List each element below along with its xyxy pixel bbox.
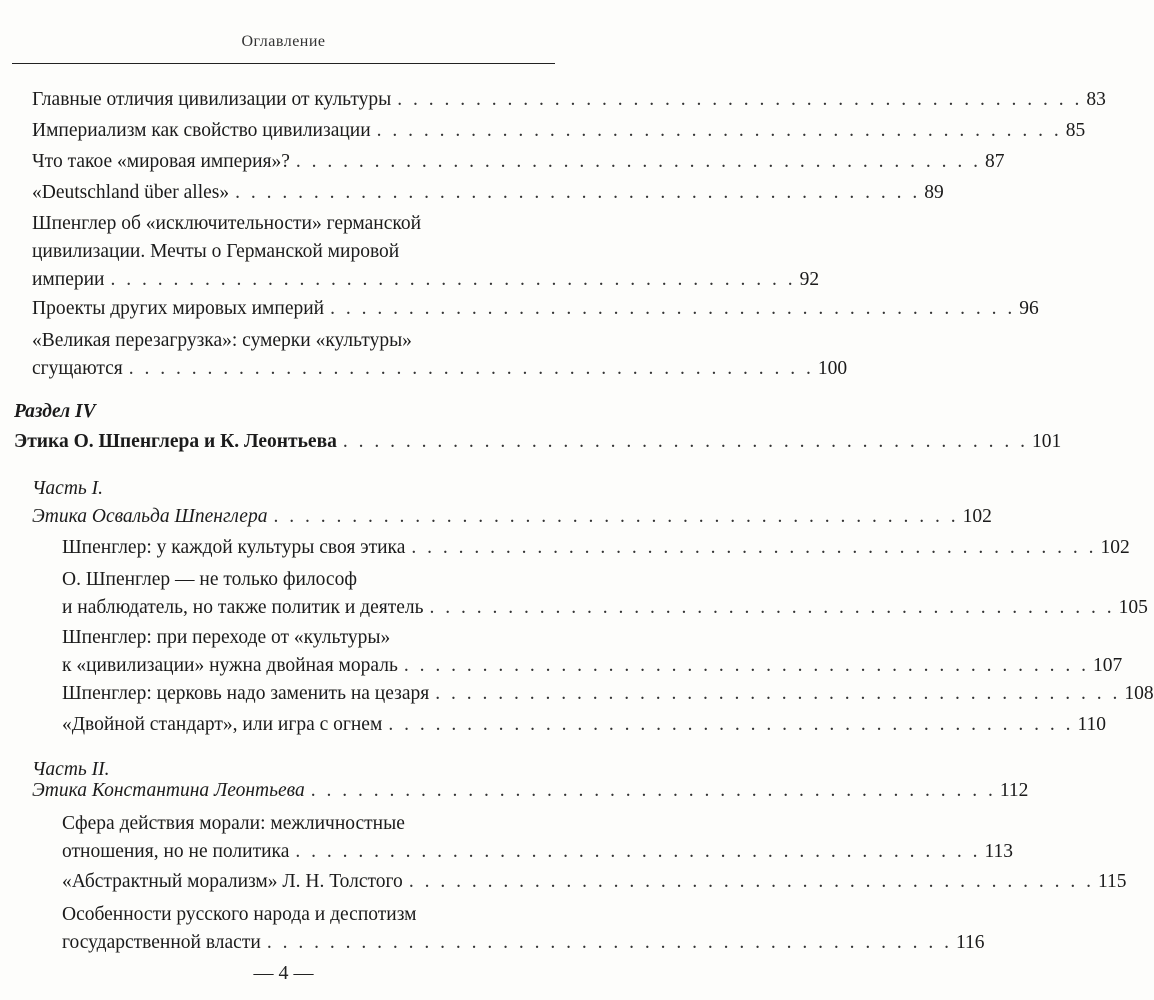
toc-page-number: 110 — [1077, 714, 1106, 735]
toc-entry-title-line: Особенности русского народа и деспотизм — [62, 904, 417, 925]
toc-entry[interactable] — [62, 868, 1127, 896]
toc-entry[interactable] — [62, 810, 1014, 866]
toc-entry[interactable] — [62, 711, 1106, 739]
toc-entry-title: Главные отличия цивилизации от культуры — [32, 89, 392, 110]
toc-entry[interactable] — [32, 86, 1106, 114]
toc-entry-title: «Абстрактный морализм» Л. Н. Толстого — [62, 871, 403, 892]
leader-dots: . . . . . . . . . . . . . . . . . . . . . . . . . . . . . . . . . . . . . . . . . . . . — [110, 269, 796, 290]
toc-entry-part[interactable] — [32, 503, 992, 531]
toc-entry-title: Шпенглер: церковь надо заменить на цезаря — [62, 683, 430, 704]
toc-page-number: 113 — [984, 841, 1014, 862]
toc-page-number: 112 — [999, 780, 1029, 801]
section-label-text: Раздел IV — [14, 401, 96, 422]
leader-dots: . . . . . . . . . . . . . . . . . . . . . . . . . . . . . . . . . . . . . . . . . . . . — [295, 841, 981, 862]
toc-page-number: 102 — [962, 506, 992, 527]
toc-entry-title-line: отношения, но не политика — [62, 841, 290, 862]
toc-entry[interactable] — [32, 210, 820, 294]
toc-entry[interactable] — [62, 566, 1148, 622]
part-title: Этика Константина Леонтьева — [32, 780, 305, 801]
part-label-text: Часть I. — [32, 478, 104, 499]
toc-page-number: 115 — [1097, 871, 1127, 892]
leader-dots: . . . . . . . . . . . . . . . . . . . . . . . . . . . . . . . . . . . . . . . . . . . . — [295, 151, 982, 172]
leader-dots: . . . . . . . . . . . . . . . . . . . . . . . . . . . . . . . . . . . . . . . . . . . . — [235, 182, 921, 203]
toc-page-number: 89 — [924, 182, 944, 203]
leader-dots: . . . . . . . . . . . . . . . . . . . . . . . . . . . . . . . . . . . . . . . . . . . . — [411, 537, 1097, 558]
toc-entry-title-line: Шпенглер: при переходе от «культуры» — [62, 627, 391, 648]
part-label-text: Часть II. — [32, 759, 110, 780]
toc-page-number: 83 — [1086, 89, 1106, 110]
toc-entry-title-line: империи — [32, 269, 105, 290]
toc-page-number: 87 — [985, 151, 1005, 172]
toc-entry[interactable] — [62, 624, 1123, 680]
toc-entry-section[interactable] — [14, 428, 1062, 456]
toc-entry-title: Шпенглер: у каждой культуры своя этика — [62, 537, 406, 558]
leader-dots: . . . . . . . . . . . . . . . . . . . . . . . . . . . . . . . . . . . . . . . . . . . . — [397, 89, 1083, 110]
toc-page-number: 105 — [1118, 597, 1148, 618]
leader-dots: . . . . . . . . . . . . . . . . . . . . . . . . . . . . . . . . . . . . . . . . . . . . — [330, 298, 1016, 319]
toc-entry-title: «Двойной стандарт», или игра с огнем — [62, 714, 383, 735]
toc-page-number: 101 — [1031, 431, 1062, 452]
header-rule — [12, 63, 555, 64]
toc-entry-title: Проекты других мировых империй — [32, 298, 325, 319]
toc-entry[interactable] — [32, 295, 1039, 323]
toc-page-number: 108 — [1124, 683, 1154, 704]
part-title: Этика Освальда Шпенглера — [32, 506, 268, 527]
leader-dots: . . . . . . . . . . . . . . . . . . . . . . . . . . . . . . . . . . . . . . . . . . . . — [310, 780, 996, 801]
toc-page-number: 92 — [799, 269, 820, 290]
leader-dots: . . . . . . . . . . . . . . . . . . . . . . . . . . . . . . . . . . . . . . . . . . . . — [388, 714, 1074, 735]
section-label — [14, 398, 535, 426]
toc-entry[interactable] — [32, 148, 1005, 176]
toc-entry-title-line: и наблюдатель, но также политик и деятель — [62, 597, 424, 618]
toc-entry[interactable] — [32, 327, 848, 383]
leader-dots: . . . . . . . . . . . . . . . . . . . . . . . . . . . . . . . . . . . . . . . . . . . . — [435, 683, 1121, 704]
leader-dots: . . . . . . . . . . . . . . . . . . . . . . . . . . . . . . . . . . . . . . . . . . . . — [128, 358, 814, 379]
leader-dots: . . . . . . . . . . . . . . . . . . . . . . . . . . . . . . . . . . . . . . . . . . . . — [376, 120, 1062, 141]
toc-entry-title-line: сгущаются — [32, 358, 123, 379]
toc-page-number: 85 — [1065, 120, 1086, 141]
toc-entry-title-line: к «цивилизации» нужна двойная мораль — [62, 655, 398, 676]
leader-dots: . . . . . . . . . . . . . . . . . . . . . . . . . . . . . . . . . . . . . . . . . . . . — [266, 932, 952, 953]
toc-entry-title: «Deutschland über alles» — [32, 182, 230, 203]
section-title: Этика О. Шпенглера и К. Леонтьева — [14, 431, 337, 452]
toc-entry[interactable] — [62, 534, 1130, 562]
toc-entry-title-line: О. Шпенглер — не только философ — [62, 569, 357, 590]
running-header: Оглавление — [241, 33, 326, 50]
toc-entry-title-line: Сфера действия морали: межличностные — [62, 813, 405, 834]
toc-entry[interactable] — [32, 117, 1086, 145]
toc-entry[interactable] — [32, 179, 944, 207]
toc-entry[interactable] — [62, 901, 985, 957]
toc-entry-title-line: государственной власти — [62, 932, 261, 953]
toc-page-number: 107 — [1092, 655, 1123, 676]
leader-dots: . . . . . . . . . . . . . . . . . . . . . . . . . . . . . . . . . . . . . . . . . . . . — [342, 431, 1028, 452]
leader-dots: . . . . . . . . . . . . . . . . . . . . . . . . . . . . . . . . . . . . . . . . . . . . — [403, 655, 1089, 676]
leader-dots: . . . . . . . . . . . . . . . . . . . . . . . . . . . . . . . . . . . . . . . . . . . . — [273, 506, 959, 527]
toc-entry-title: Империализм как свойство цивилизации — [32, 120, 371, 141]
toc-page-number: 96 — [1019, 298, 1039, 319]
toc-entry-title-line: Шпенглер об «исключительности» германской — [32, 213, 422, 234]
toc-page-number: 116 — [955, 932, 985, 953]
toc-entry-title: Что такое «мировая империя»? — [32, 151, 290, 172]
page-number: — 4 — — [253, 962, 314, 984]
toc-entry-part[interactable] — [32, 777, 1029, 805]
toc-entry[interactable] — [62, 680, 1154, 708]
part-label — [32, 475, 535, 503]
toc-page-number: 100 — [817, 358, 848, 379]
leader-dots: . . . . . . . . . . . . . . . . . . . . . . . . . . . . . . . . . . . . . . . . . . . . — [429, 597, 1115, 618]
toc-page-number: 102 — [1100, 537, 1130, 558]
leader-dots: . . . . . . . . . . . . . . . . . . . . . . . . . . . . . . . . . . . . . . . . . . . . — [408, 871, 1094, 892]
toc-entry-title-line: цивилизации. Мечты о Германской мировой — [32, 241, 400, 262]
toc-entry-title-line: «Великая перезагрузка»: сумерки «культуры» — [32, 330, 412, 351]
